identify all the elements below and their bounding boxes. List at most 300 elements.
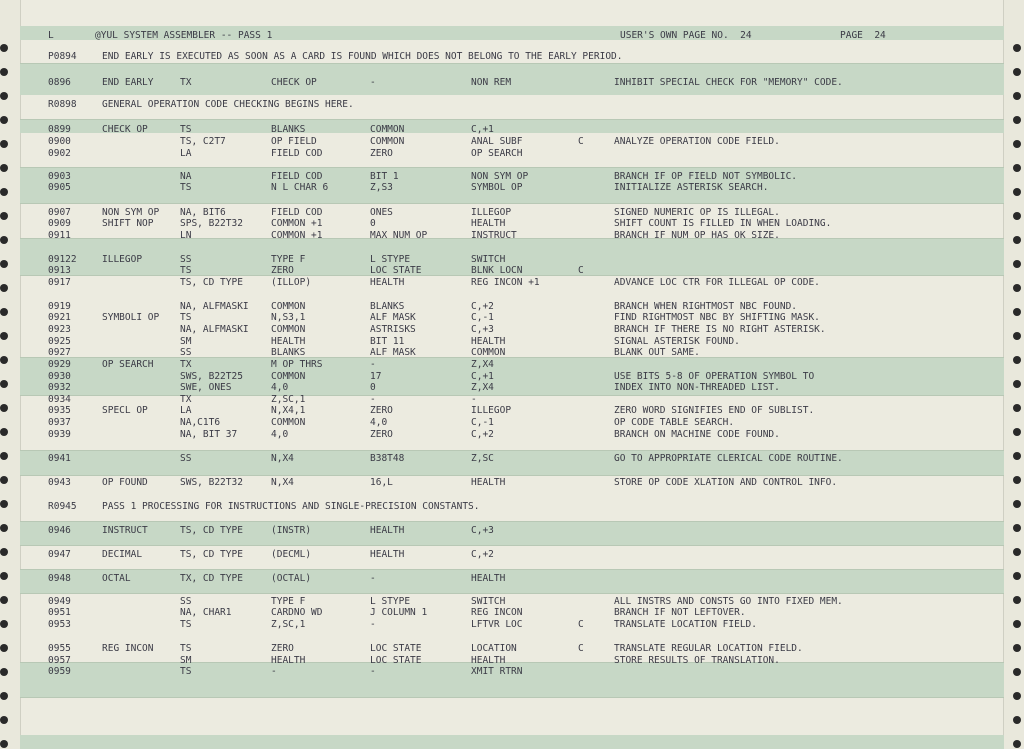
field-a2: - [370,77,376,88]
field-a3: C,+1 [471,371,494,382]
field-a3: C,+1 [471,124,494,135]
field-a3: Z,X4 [471,359,494,370]
field-cmt: BRANCH IF OP FIELD NOT SYMBOLIC. [614,171,798,182]
field-a1: COMMON [271,371,306,382]
listing-line [20,336,1004,347]
field-seq: 0919 [48,301,71,312]
field-cmt: STORE OP CODE XLATION AND CONTROL INFO. [614,477,838,488]
field-a2: HEALTH [370,549,405,560]
field-cmt: BLANK OUT SAME. [614,347,700,358]
field-seq: P0894 [48,51,77,62]
sprocket-hole [0,500,8,508]
field-op: TS, CD TYPE [180,549,243,560]
field-a1: CHECK OP [271,77,317,88]
field-a1: OP FIELD [271,136,317,147]
field-a1: 4,0 [271,429,289,440]
field-a3: SYMBOL OP [471,182,523,193]
sprocket-hole [0,644,8,652]
field-op: NA, BIT 37 [180,429,238,440]
field-a1: FIELD COD [271,207,323,218]
listing-line [20,265,1004,276]
field-a1: FIELD COD [271,148,323,159]
field-op: SS [180,596,192,607]
listing-line [20,312,1004,323]
field-loc: SYMBOLI OP [102,312,160,323]
sprocket-hole [0,428,8,436]
field-a1: ZERO [271,643,294,654]
field-cmt: GO TO APPROPRIATE CLERICAL CODE ROUTINE. [614,453,843,464]
field-a1: COMMON [271,417,306,428]
sprocket-hole [1013,404,1021,412]
field-a1: Z,SC,1 [271,394,306,405]
field-a2: LOC STATE [370,655,422,666]
field-loc: INSTRUCT [102,525,148,536]
field-a1: M OP THRS [271,359,323,370]
field-a1: CARDNO WD [271,607,323,618]
field-op: SPS, B22T32 [180,218,243,229]
sprocket-hole [1013,476,1021,484]
sprocket-hole [1013,716,1021,724]
sprocket-hole [1013,308,1021,316]
field-flag: C [578,136,584,147]
field-a1: Z,SC,1 [271,619,306,630]
field-cmt: INITIALIZE ASTERISK SEARCH. [614,182,769,193]
listing-line [20,136,1004,147]
field-cmt: BRANCH WHEN RIGHTMOST NBC FOUND. [614,301,798,312]
field-cmt: BRANCH ON MACHINE CODE FOUND. [614,429,780,440]
field-a1: N,X4 [271,453,294,464]
field-a1: TYPE F [271,596,306,607]
field-a3: C,-1 [471,312,494,323]
field-seq: 0957 [48,655,71,666]
field-seq: 0899 [48,124,71,135]
field-cmt: SIGNED NUMERIC OP IS ILLEGAL. [614,207,780,218]
field-op: NA, ALFMASKI [180,324,249,335]
listing-line [20,218,1004,229]
field-a3: OP SEARCH [471,148,523,159]
field-op: NA,C1T6 [180,417,221,428]
header-own-page: USER'S OWN PAGE NO. 24 [620,30,752,41]
listing-line [20,277,1004,288]
field-a2: MAX NUM OP [370,230,428,241]
field-a2: 0 [370,382,376,393]
field-a2: BLANKS [370,301,405,312]
listing-line [20,382,1004,393]
field-seq: 0949 [48,596,71,607]
sprocket-hole [0,380,8,388]
field-seq: 0921 [48,312,71,323]
field-op: TS, CD TYPE [180,277,243,288]
field-a2: LOC STATE [370,265,422,276]
field-a3: LFTVR LOC [471,619,523,630]
field-a3: C,+2 [471,301,494,312]
listing-line [20,429,1004,440]
field-seq: 0939 [48,429,71,440]
field-a3: Z,X4 [471,382,494,393]
header-page-number: PAGE 24 [840,30,886,41]
field-a3: ANAL SUBF [471,136,523,147]
field-seq: 0909 [48,218,71,229]
listing-line [20,77,1004,88]
listing-line [20,301,1004,312]
sprocket-hole [1013,356,1021,364]
field-seq: 0896 [48,77,71,88]
field-a3: XMIT RTRN [471,666,523,677]
sprocket-hole [1013,68,1021,76]
field-a1: HEALTH [271,336,306,347]
sprocket-hole [0,452,8,460]
field-a2: BIT 11 [370,336,405,347]
field-seq: 0959 [48,666,71,677]
field-op: SS [180,347,192,358]
field-a2: 17 [370,371,382,382]
field-a2: Z,S3 [370,182,393,193]
field-loc: END EARLY [102,77,154,88]
field-a2: ZERO [370,405,393,416]
field-op: NA [180,171,192,182]
field-op: NA, ALFMASKI [180,301,249,312]
field-a3: REG INCON +1 [471,277,540,288]
field-a3: C,+2 [471,549,494,560]
field-op: TX [180,359,192,370]
field-a1: (OCTAL) [271,573,312,584]
field-seq: 0932 [48,382,71,393]
field-a2: COMMON [370,124,405,135]
field-a2: 16,L [370,477,393,488]
field-op: TX, CD TYPE [180,573,243,584]
field-a2: - [370,359,376,370]
sprocket-hole [0,356,8,364]
listing-line [20,655,1004,666]
sprocket-hole [0,188,8,196]
sprocket-hole [1013,332,1021,340]
sprocket-hole [0,308,8,316]
field-a1: - [271,666,277,677]
field-seq: 0923 [48,324,71,335]
field-op: TS [180,182,192,193]
field-a3: SWITCH [471,254,506,265]
field-a1: (INSTR) [271,525,312,536]
sprocket-hole [1013,620,1021,628]
field-text: END EARLY IS EXECUTED AS SOON AS A CARD IS FOUND WHICH DOES NOT BELONG TO THE EARLY PERIOD. [102,51,623,62]
listing-line [20,525,1004,536]
field-loc: REG INCON [102,643,154,654]
field-op: TS [180,619,192,630]
field-a3: C,+3 [471,525,494,536]
sprocket-hole [0,404,8,412]
field-cmt: TRANSLATE REGULAR LOCATION FIELD. [614,643,803,654]
sprocket-hole [0,596,8,604]
field-seq: 0925 [48,336,71,347]
field-op: SM [180,336,192,347]
field-a3: HEALTH [471,336,506,347]
sprocket-hole [0,140,8,148]
field-a1: (ILLOP) [271,277,312,288]
field-seq: 0930 [48,371,71,382]
field-op: TS [180,312,192,323]
listing-line [20,394,1004,405]
listing-line [20,254,1004,265]
field-a2: BIT 1 [370,171,399,182]
field-a3: BLNK LOCN [471,265,523,276]
field-a1: N L CHAR 6 [271,182,329,193]
field-op: LA [180,148,192,159]
field-seq: 0937 [48,417,71,428]
field-loc: ILLEGOP [102,254,143,265]
field-a3: NON SYM OP [471,171,529,182]
field-seq: 0907 [48,207,71,218]
listing-line [20,643,1004,654]
field-cmt: BRANCH IF THERE IS NO RIGHT ASTERISK. [614,324,826,335]
field-loc: OCTAL [102,573,131,584]
header-l: L [48,30,54,41]
sprocket-hole [1013,452,1021,460]
field-seq: 0902 [48,148,71,159]
listing-line [20,182,1004,193]
field-cmt: ALL INSTRS AND CONSTS GO INTO FIXED MEM. [614,596,843,607]
sprocket-hole [0,236,8,244]
field-a2: 0 [370,218,376,229]
left-tractor-strip [0,0,21,749]
field-cmt: STORE RESULTS OF TRANSLATION. [614,655,780,666]
sprocket-hole [0,44,8,52]
field-a3: ILLEGOP [471,207,512,218]
field-a2: ALF MASK [370,312,416,323]
field-cmt: INDEX INTO NON-THREADED LIST. [614,382,780,393]
field-cmt: BRANCH IF NOT LEFTOVER. [614,607,746,618]
field-a1: FIELD COD [271,171,323,182]
field-a2: ZERO [370,429,393,440]
field-op: LA [180,405,192,416]
field-a2: ZERO [370,148,393,159]
listing-line [20,230,1004,241]
field-op: SWS, B22T32 [180,477,243,488]
field-a3: NON REM [471,77,512,88]
listing-line [20,477,1004,488]
listing-line [20,501,1004,512]
field-loc: DECIMAL [102,549,143,560]
field-a2: - [370,573,376,584]
field-a3: ILLEGOP [471,405,512,416]
sprocket-hole [1013,740,1021,748]
field-op: LN [180,230,192,241]
field-a2: L STYPE [370,254,411,265]
header-title: @YUL SYSTEM ASSEMBLER -- PASS 1 [95,30,273,41]
sprocket-hole [0,476,8,484]
field-op: SM [180,655,192,666]
field-seq: 0927 [48,347,71,358]
field-loc: NON SYM OP [102,207,160,218]
field-a3: HEALTH [471,573,506,584]
field-cmt: SHIFT COUNT IS FILLED IN WHEN LOADING. [614,218,832,229]
sprocket-hole [0,92,8,100]
listing-page [20,0,1004,749]
field-seq: R0945 [48,501,77,512]
field-loc: OP FOUND [102,477,148,488]
field-a1: BLANKS [271,124,306,135]
sprocket-hole [0,260,8,268]
field-seq: 0900 [48,136,71,147]
field-a3: HEALTH [471,477,506,488]
field-op: SWS, B22T25 [180,371,243,382]
sprocket-hole [1013,188,1021,196]
field-seq: 0955 [48,643,71,654]
listing-line [20,171,1004,182]
listing-line [20,51,1004,62]
sprocket-hole [0,740,8,748]
sprocket-hole [0,548,8,556]
listing-line [20,417,1004,428]
listing-line [20,405,1004,416]
field-a2: ASTRISKS [370,324,416,335]
sprocket-hole [1013,596,1021,604]
field-a1: COMMON +1 [271,230,323,241]
field-op: TS [180,643,192,654]
field-a3: C,+3 [471,324,494,335]
field-op: TS, C2T7 [180,136,226,147]
page-header [20,30,1004,41]
field-a3: INSTRUCT [471,230,517,241]
sprocket-hole [0,620,8,628]
listing-line [20,666,1004,677]
field-a1: COMMON [271,324,306,335]
field-a2: - [370,619,376,630]
field-seq: 0905 [48,182,71,193]
listing-line [20,596,1004,607]
sprocket-hole [1013,92,1021,100]
field-cmt: INHIBIT SPECIAL CHECK FOR "MEMORY" CODE. [614,77,843,88]
right-tractor-strip [1003,0,1024,749]
field-seq: 0951 [48,607,71,618]
field-seq: 0903 [48,171,71,182]
sprocket-hole [0,164,8,172]
field-cmt: FIND RIGHTMOST NBC BY SHIFTING MASK. [614,312,820,323]
field-a1: BLANKS [271,347,306,358]
field-seq: 0929 [48,359,71,370]
field-cmt: USE BITS 5-8 OF OPERATION SYMBOL TO [614,371,815,382]
field-seq: 0946 [48,525,71,536]
field-op: TS [180,666,192,677]
sprocket-hole [0,716,8,724]
field-op: TX [180,394,192,405]
field-seq: 0941 [48,453,71,464]
sprocket-hole [1013,236,1021,244]
sprocket-hole [1013,668,1021,676]
field-seq: 0911 [48,230,71,241]
field-op: NA, CHAR1 [180,607,232,618]
sprocket-hole [0,284,8,292]
listing-line [20,607,1004,618]
listing-line [20,99,1004,110]
sprocket-hole [1013,44,1021,52]
field-a2: - [370,394,376,405]
field-a1: ZERO [271,265,294,276]
field-seq: 0953 [48,619,71,630]
field-cmt: ADVANCE LOC CTR FOR ILLEGAL OP CODE. [614,277,820,288]
sprocket-hole [0,524,8,532]
sprocket-hole [0,116,8,124]
field-text: PASS 1 PROCESSING FOR INSTRUCTIONS AND SINGLE-PRECISION CONSTANTS. [102,501,480,512]
field-cmt: ANALYZE OPERATION CODE FIELD. [614,136,780,147]
field-seq: 0943 [48,477,71,488]
field-a2: ONES [370,207,393,218]
field-seq: 0947 [48,549,71,560]
listing-line [20,124,1004,135]
field-a1: N,X4 [271,477,294,488]
field-op: SS [180,254,192,265]
field-a2: COMMON [370,136,405,147]
field-flag: C [578,265,584,276]
field-loc: SPECL OP [102,405,148,416]
field-seq: 0913 [48,265,71,276]
field-op: NA, BIT6 [180,207,226,218]
sprocket-hole [1013,572,1021,580]
field-a3: C,+2 [471,429,494,440]
sprocket-hole [1013,692,1021,700]
listing-line [20,573,1004,584]
listing-line [20,359,1004,370]
listing-line [20,347,1004,358]
field-loc: OP SEARCH [102,359,154,370]
field-cmt: SIGNAL ASTERISK FOUND. [614,336,740,347]
sprocket-hole [0,212,8,220]
field-op: TS [180,124,192,135]
listing-line [20,207,1004,218]
field-a3: HEALTH [471,655,506,666]
field-loc: CHECK OP [102,124,148,135]
field-a3: HEALTH [471,218,506,229]
field-seq: 0917 [48,277,71,288]
sprocket-hole [1013,548,1021,556]
field-seq: R0898 [48,99,77,110]
field-a2: HEALTH [370,277,405,288]
field-op: TX [180,77,192,88]
sprocket-hole [1013,260,1021,268]
field-a2: J COLUMN 1 [370,607,428,618]
sprocket-hole [0,668,8,676]
sprocket-hole [0,332,8,340]
field-a1: COMMON +1 [271,218,323,229]
field-cmt: OP CODE TABLE SEARCH. [614,417,735,428]
sprocket-hole [0,68,8,76]
field-a1: 4,0 [271,382,289,393]
field-op: TS, CD TYPE [180,525,243,536]
field-a2: LOC STATE [370,643,422,654]
field-a1: HEALTH [271,655,306,666]
field-a3: - [471,394,477,405]
field-a1: (DECML) [271,549,312,560]
field-loc: SHIFT NOP [102,218,154,229]
field-a3: C,-1 [471,417,494,428]
field-a3: SWITCH [471,596,506,607]
field-op: SS [180,453,192,464]
field-seq: 0934 [48,394,71,405]
field-a1: N,S3,1 [271,312,306,323]
sprocket-hole [1013,380,1021,388]
listing-line [20,148,1004,159]
sprocket-hole [1013,524,1021,532]
field-op: TS [180,265,192,276]
field-a2: ALF MASK [370,347,416,358]
field-cmt: ZERO WORD SIGNIFIES END OF SUBLIST. [614,405,815,416]
field-a3: REG INCON [471,607,523,618]
field-a2: HEALTH [370,525,405,536]
sprocket-hole [0,572,8,580]
field-a1: COMMON [271,301,306,312]
listing-line [20,619,1004,630]
field-seq: 0948 [48,573,71,584]
sprocket-hole [1013,140,1021,148]
